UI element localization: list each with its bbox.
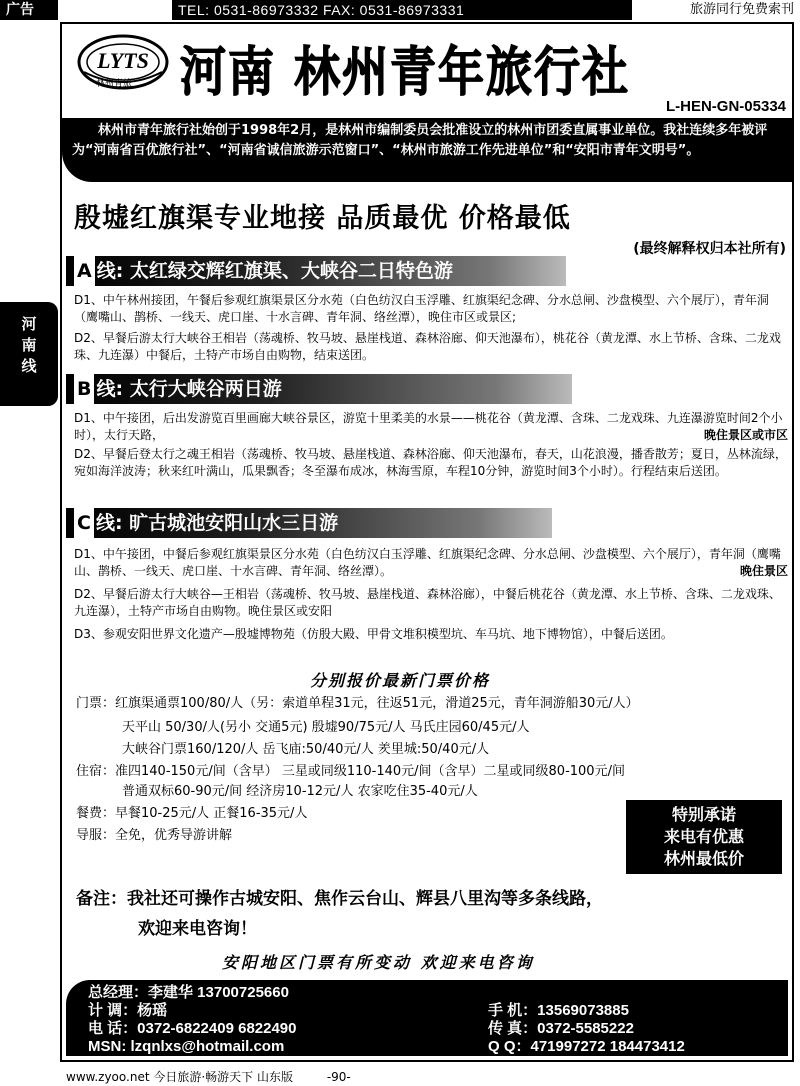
route-a-day1: D1、中午林州接团，午餐后参观红旗渠景区分水苑（白色纺汉白玉浮雕、红旗渠纪念碑、分水总闸、沙盘模型、六个展厅），青年洞（鹰嘴山、鹊桥、一线天、虎口崖、十水言碑、青年洞、络丝潭），晚住市区或景区; bbox=[74, 293, 769, 324]
route-a-title: 线: 太红绿交辉红旗渠、大峡谷二日特色游 bbox=[96, 260, 453, 282]
route-b-title: 线: 太行大峡谷两日游 bbox=[96, 378, 282, 400]
logo-caption: 林州青旅 bbox=[96, 79, 133, 89]
route-c-header bbox=[66, 508, 552, 538]
route-c-day1 bbox=[74, 546, 788, 580]
slogan: 殷墟红旗渠专业地接 品质最优 价格最低 bbox=[74, 203, 571, 234]
ad-label: 广告 bbox=[0, 0, 58, 20]
route-a-header bbox=[66, 256, 566, 286]
promise-line-3: 林州最低价 bbox=[663, 849, 744, 868]
side-tab-label: 河南线 bbox=[19, 316, 38, 379]
contact-manager: 总经理：李建华 13700725660 bbox=[88, 984, 289, 1001]
license-number: L-HEN-GN-05334 bbox=[665, 98, 786, 115]
route-b-letter: B bbox=[74, 374, 94, 404]
route-a-day2: D2、早餐后游太行大峡谷王相岩（荡魂桥、牧马坡、悬崖栈道、森林浴廊、仰天池瀑布），桃花谷（黄龙潭、水上节桥、含珠、二龙戏珠、九连瀑）中餐后，土特产市场自由购物，结束送团。 bbox=[74, 331, 781, 362]
agency-title: 河南 林州青年旅行社 bbox=[180, 40, 631, 103]
footer-site: www.zyoo.net 今日旅游·畅游天下 山东版 bbox=[66, 1070, 293, 1084]
top-bar bbox=[0, 0, 800, 20]
top-right-text: 旅游同行免费索刊 bbox=[689, 2, 794, 17]
route-c-day1-stay: 晚住景区 bbox=[739, 564, 788, 578]
remark-line-2: 欢迎来电咨询！ bbox=[138, 919, 257, 939]
price-meal: 餐费：早餐10-25元/人 正餐16-35元/人 bbox=[76, 806, 308, 821]
promise-line-2: 来电有优惠 bbox=[663, 827, 744, 846]
agency-intro: 林州市青年旅行社始创于1998年2月，是林州市编制委员会批准设立的林州市团委直属事业单位。我社连续多年被评为“河南省百优旅行社”、“河南省诚信旅游示范窗口”、“林州市旅游工作先进单位”和“安阳市青年文明号”。 bbox=[62, 118, 792, 182]
price-guide: 导服：全免，优秀导游讲解 bbox=[76, 828, 233, 843]
contact-mobile: 手 机：13569073885 bbox=[488, 1002, 629, 1019]
price-lodging-2: 普通双标60-90元/间 经济房10-12元/人 农家吃住35-40元/人 bbox=[122, 784, 478, 799]
route-c-day1-text: D1、中午接团，中餐后参观红旗渠景区分水苑（白色纺汉白玉浮雕、红旗渠纪念碑、分水总闸、沙盘模型、六个展厅），青年洞（鹰嘴山、鹊桥、一线天、虎口崖、十水言碑、青年洞、络丝潭）。 bbox=[74, 547, 781, 578]
route-b-day1 bbox=[74, 410, 788, 444]
price-lodging-1: 住宿：准四140-150元/间（含早） 三星或同级110-140元/间（含早）二星或同级80-100元/间 bbox=[76, 764, 625, 779]
route-c-day2: D2、早餐后游太行大峡谷—王相岩（荡魂桥、牧马坡、悬崖栈道、森林浴廊），中餐后桃花谷（黄龙潭、水上节桥、含珠、二龙戏珠、九连瀑），土特产市场自由购物。晚住景区或安阳 bbox=[74, 587, 781, 618]
route-b-header bbox=[66, 374, 572, 404]
footer bbox=[66, 1068, 351, 1085]
promise-line-1: 特别承诺 bbox=[671, 805, 736, 824]
ticket-change-notice: 安阳地区门票有所变动 欢迎来电咨询 bbox=[222, 953, 535, 972]
contact-qq: Q Q：471997272 184473412 bbox=[488, 1038, 685, 1055]
svg-text:LYTS: LYTS bbox=[97, 48, 149, 73]
route-b-day1-stay: 晚住景区或市区 bbox=[703, 428, 788, 442]
price-section-title: 分别报价最新门票价格 bbox=[310, 671, 491, 690]
tel-fax: TEL: 0531-86973332 FAX: 0531-86973331 bbox=[172, 0, 632, 20]
remark bbox=[76, 884, 603, 944]
contact-fax: 传 真：0372-5585222 bbox=[488, 1020, 634, 1037]
slogan-note: (最终解释权归本社所有) bbox=[633, 241, 786, 257]
route-c-title: 线: 旷古城池安阳山水三日游 bbox=[95, 512, 339, 534]
contact-phone: 电 话：0372-6822409 6822490 bbox=[88, 1020, 297, 1037]
price-ticket-2: 天平山 50/30/人(另小 交通5元) 殷墟90/75元/人 马氏庄园60/45元/人 bbox=[122, 720, 530, 735]
side-tab-henan bbox=[0, 302, 58, 406]
contact-box bbox=[66, 980, 788, 1056]
contact-msn: MSN: lzqnlxs@hotmail.com bbox=[88, 1038, 285, 1055]
route-b-day1-text: D1、中午接团，后出发游览百里画廊大峡谷景区，游览十里柔美的水景——桃花谷（黄龙潭、含珠、二龙戏珠、九连瀑游览时间2个小时），太行天路， bbox=[74, 411, 783, 442]
special-promise-box bbox=[626, 800, 782, 874]
remark-line-1: 备注：我社还可操作古城安阳、焦作云台山、辉县八里沟等多条线路， bbox=[76, 889, 603, 909]
route-a-letter: A bbox=[74, 256, 95, 286]
contact-planner: 计 调：杨瑶 bbox=[88, 1002, 168, 1019]
footer-page-number: -90- bbox=[326, 1070, 351, 1084]
route-c-letter: C bbox=[74, 508, 94, 538]
route-c-day3: D3、参观安阳世界文化遗产—殷墟博物苑（仿殷大殿、甲骨文堆积模型坑、车马坑、地下博物馆），中餐后送团。 bbox=[74, 627, 673, 641]
route-b-day2: D2、早餐后登太行之魂王相岩（荡魂桥、牧马坡、悬崖栈道、森林浴廊、仰天池瀑布，春天，山花浪漫，播香散芳；夏日，丛林流绿，宛如海洋波涛；秋来红叶满山，瓜果飘香；冬至瀑布成冰，林海雪原，车程10分钟，游览时间3个小时）。行程结束后送团。 bbox=[74, 447, 787, 478]
agency-logo bbox=[74, 32, 172, 96]
price-ticket-1: 门票：红旗渠通票100/80/人（另：索道单程31元，往返51元，滑道25元，青年洞游船30元/人） bbox=[76, 696, 639, 711]
price-ticket-3: 大峡谷门票160/120/人 岳飞庙:50/40元/人 羑里城:50/40元/人 bbox=[122, 742, 490, 757]
